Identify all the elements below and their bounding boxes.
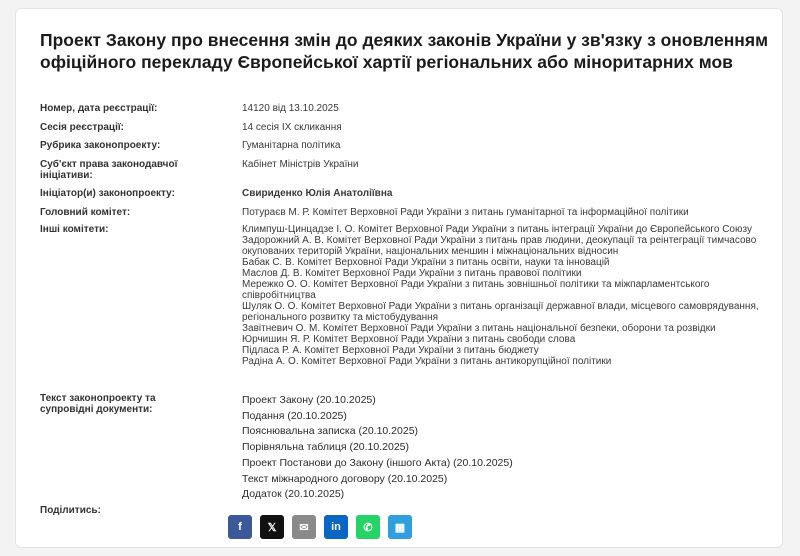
document-link[interactable]: Текст міжнародного договору (20.10.2025)	[242, 472, 448, 485]
facebook-icon: f	[238, 521, 242, 533]
subject-label: Суб'єкт права законодавчої ініціативи:	[40, 159, 178, 181]
document-link[interactable]: Порівняльна таблиця (20.10.2025)	[242, 441, 410, 454]
committee-item: Климпуш-Цинцадзе І. О. Комітет Верховної Ради України з питань інтеграції України до Європейського Союзу	[242, 224, 752, 235]
page-title: Проект Закону про внесення змін до деяких законів України у зв'язку з оновленням офіційного перекладу Європейської хартії регіональних або міноритарних мов	[40, 30, 769, 72]
documents-label: Текст законопроекту та супровідні документи:	[40, 393, 156, 415]
rubric-value: Гуманітарна політика	[242, 140, 341, 151]
share-label: Поділитись:	[40, 505, 101, 516]
committee-item: Підласа Р. А. Комітет Верховної Ради України з питань бюджету	[242, 345, 539, 356]
bill-card	[15, 8, 783, 548]
x-share-button[interactable]	[260, 515, 284, 539]
committee-item: Задорожний А. В. Комітет Верховної Ради України з питань прав людини, деокупації та реінтеграції тимчасово окупованих територій України, національних меншин і міжнаціональних відносин	[242, 235, 757, 257]
main-committee-label: Головний комітет:	[40, 207, 131, 218]
document-link[interactable]: Пояснювальна записка (20.10.2025)	[242, 425, 419, 438]
committee-item: Маслов Д. В. Комітет Верховної Ради України з питань правової політики	[242, 268, 582, 279]
committee-item: Завітневич О. М. Комітет Верховної Ради України з питань національної безпеки, оборони та розвідки	[242, 323, 716, 334]
email-icon: ✉	[299, 521, 309, 534]
qr-code-icon: ▦	[394, 521, 406, 534]
committee-item: Мережко О. О. Комітет Верховної Ради України з питань зовнішньої політики та міжпарламентського співробітництва	[242, 279, 710, 301]
committee-item: Радіна А. О. Комітет Верховної Ради України з питань антикорупційної політики	[242, 356, 612, 367]
qr-share-button[interactable]	[388, 515, 412, 539]
rubric-label: Рубрика законопроекту:	[40, 140, 161, 151]
other-committees-label: Інші комітети:	[40, 224, 109, 235]
share-buttons	[228, 515, 412, 539]
initiator-value: Свириденко Юлія Анатоліївна	[242, 188, 393, 199]
committee-item: Юрчишин Я. Р. Комітет Верховної Ради України з питань свободи слова	[242, 334, 576, 345]
document-link[interactable]: Додаток (20.10.2025)	[242, 488, 345, 501]
documents-list	[242, 393, 772, 503]
reg-value: 14120 від 13.10.2025	[242, 103, 339, 114]
facebook-share-button[interactable]	[228, 515, 252, 539]
x-icon: 𝕏	[267, 521, 277, 534]
whatsapp-share-button[interactable]	[356, 515, 380, 539]
linkedin-share-button[interactable]	[324, 515, 348, 539]
subject-value: Кабінет Міністрів України	[242, 159, 359, 170]
main-committee-value: Потураєв М. Р. Комітет Верховної Ради України з питань гуманітарної та інформаційної політики	[242, 207, 689, 218]
document-link[interactable]: Подання (20.10.2025)	[242, 409, 347, 422]
initiator-label: Ініціатор(и) законопроекту:	[40, 188, 175, 199]
committee-item: Шуляк О. О. Комітет Верховної Ради України з питань організації державної влади, місцевого самоврядування, регіонального розвитку та містобудування	[242, 301, 759, 323]
email-share-button[interactable]	[292, 515, 316, 539]
document-link[interactable]: Проект Закону (20.10.2025)	[242, 394, 376, 406]
committee-item: Бабак С. В. Комітет Верховної Ради України з питань освіти, науки та інновацій	[242, 257, 610, 268]
reg-label: Номер, дата реєстрації:	[40, 103, 158, 114]
session-value: 14 сесія IX скликання	[242, 122, 342, 133]
session-label: Сесія реєстрації:	[40, 122, 124, 133]
document-link[interactable]: Проект Постанови до Закону (іншого Акта) (20.10.2025)	[242, 456, 513, 469]
linkedin-icon: in	[331, 521, 341, 533]
other-committees-list	[242, 224, 772, 367]
whatsapp-icon: ✆	[363, 521, 373, 534]
